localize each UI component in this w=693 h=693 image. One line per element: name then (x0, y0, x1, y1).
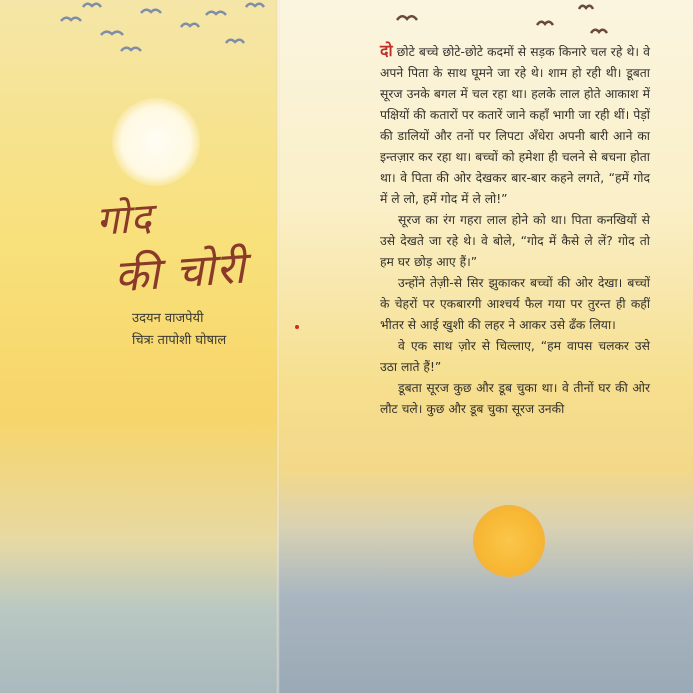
paragraph-1 (380, 40, 650, 210)
paragraph-5: डूबता सूरज कुछ और डूब चुका था। वे तीनों घर की ओर लौट चले। कुछ और डूब चुका सूरज उनकी (380, 381, 650, 416)
bird-icon (245, 0, 265, 10)
bird-icon (82, 0, 102, 10)
bird-icon (100, 28, 124, 38)
credits (132, 308, 226, 352)
page-fold (276, 0, 280, 693)
bird-icon (396, 12, 418, 24)
bird-icon (60, 14, 82, 24)
bird-icon (140, 6, 162, 16)
story-title (96, 190, 256, 310)
bird-icon (536, 18, 554, 28)
bird-icon (590, 26, 608, 36)
paragraph-4: वे एक साथ ज़ोर से चिल्लाए, “हम वापस चलकर उसे उठा लाते हैं!” (380, 339, 650, 374)
left-page (0, 0, 278, 693)
bird-icon (205, 8, 227, 18)
setting-sun-illustration (473, 505, 545, 577)
dropcap: दो (380, 41, 393, 60)
title-line-2: की चोरी (112, 242, 248, 303)
pale-sun-illustration (112, 98, 200, 186)
bird-icon (578, 2, 594, 12)
story-text (380, 40, 650, 420)
bird-icon (180, 20, 200, 30)
paragraph-1-text: छोटे बच्चे छोटे-छोटे कदमों से सड़क किनारे चल रहे थे। वे अपने पिता के साथ घूमने जा रहे थे। शाम हो रही थी। डूबता सूरज उनके बगल में चल रहा था। हलके लाल होते आकाश में पक्षियों की कतारों पर कतारें जाने कहाँ भागी जा रही थीं। पेड़ों की डालियों और तनों पर लिपटा अँधेरा अपनी बारी आने का इन्तज़ार कर रहा था। बच्चों को हमेशा ही चलने से बचना होता था। वे पिता की ओर देखकर बार-बार कहने लगते, “हमें गोद में ले लो, हमें गोद में ले लो!” (380, 45, 650, 206)
bird-icon (225, 36, 245, 46)
red-dot-marker (295, 325, 299, 329)
title-line-1: गोद (94, 195, 154, 245)
illustrator-credit: चित्रः तापोशी घोषाल (132, 333, 227, 348)
author-name: उदयन वाजपेयी (132, 311, 204, 326)
bird-icon (120, 44, 142, 54)
paragraph-3: उन्होंने तेज़ी-से सिर झुकाकर बच्चों की ओर देखा। बच्चों के चेहरों पर एकबारगी आश्चर्य फैल गया पर तुरन्त ही कहीं भीतर से आई खुशी की लहर ने आकर उसे ढँक लिया। (380, 276, 650, 332)
paragraph-2: सूरज का रंग गहरा लाल होने को था। पिता कनखियों से उसे देखते जा रहे थे। वे बोले, “गोद में कैसे ले लें? गोद तो हम घर छोड़ आए हैं।” (380, 213, 650, 269)
